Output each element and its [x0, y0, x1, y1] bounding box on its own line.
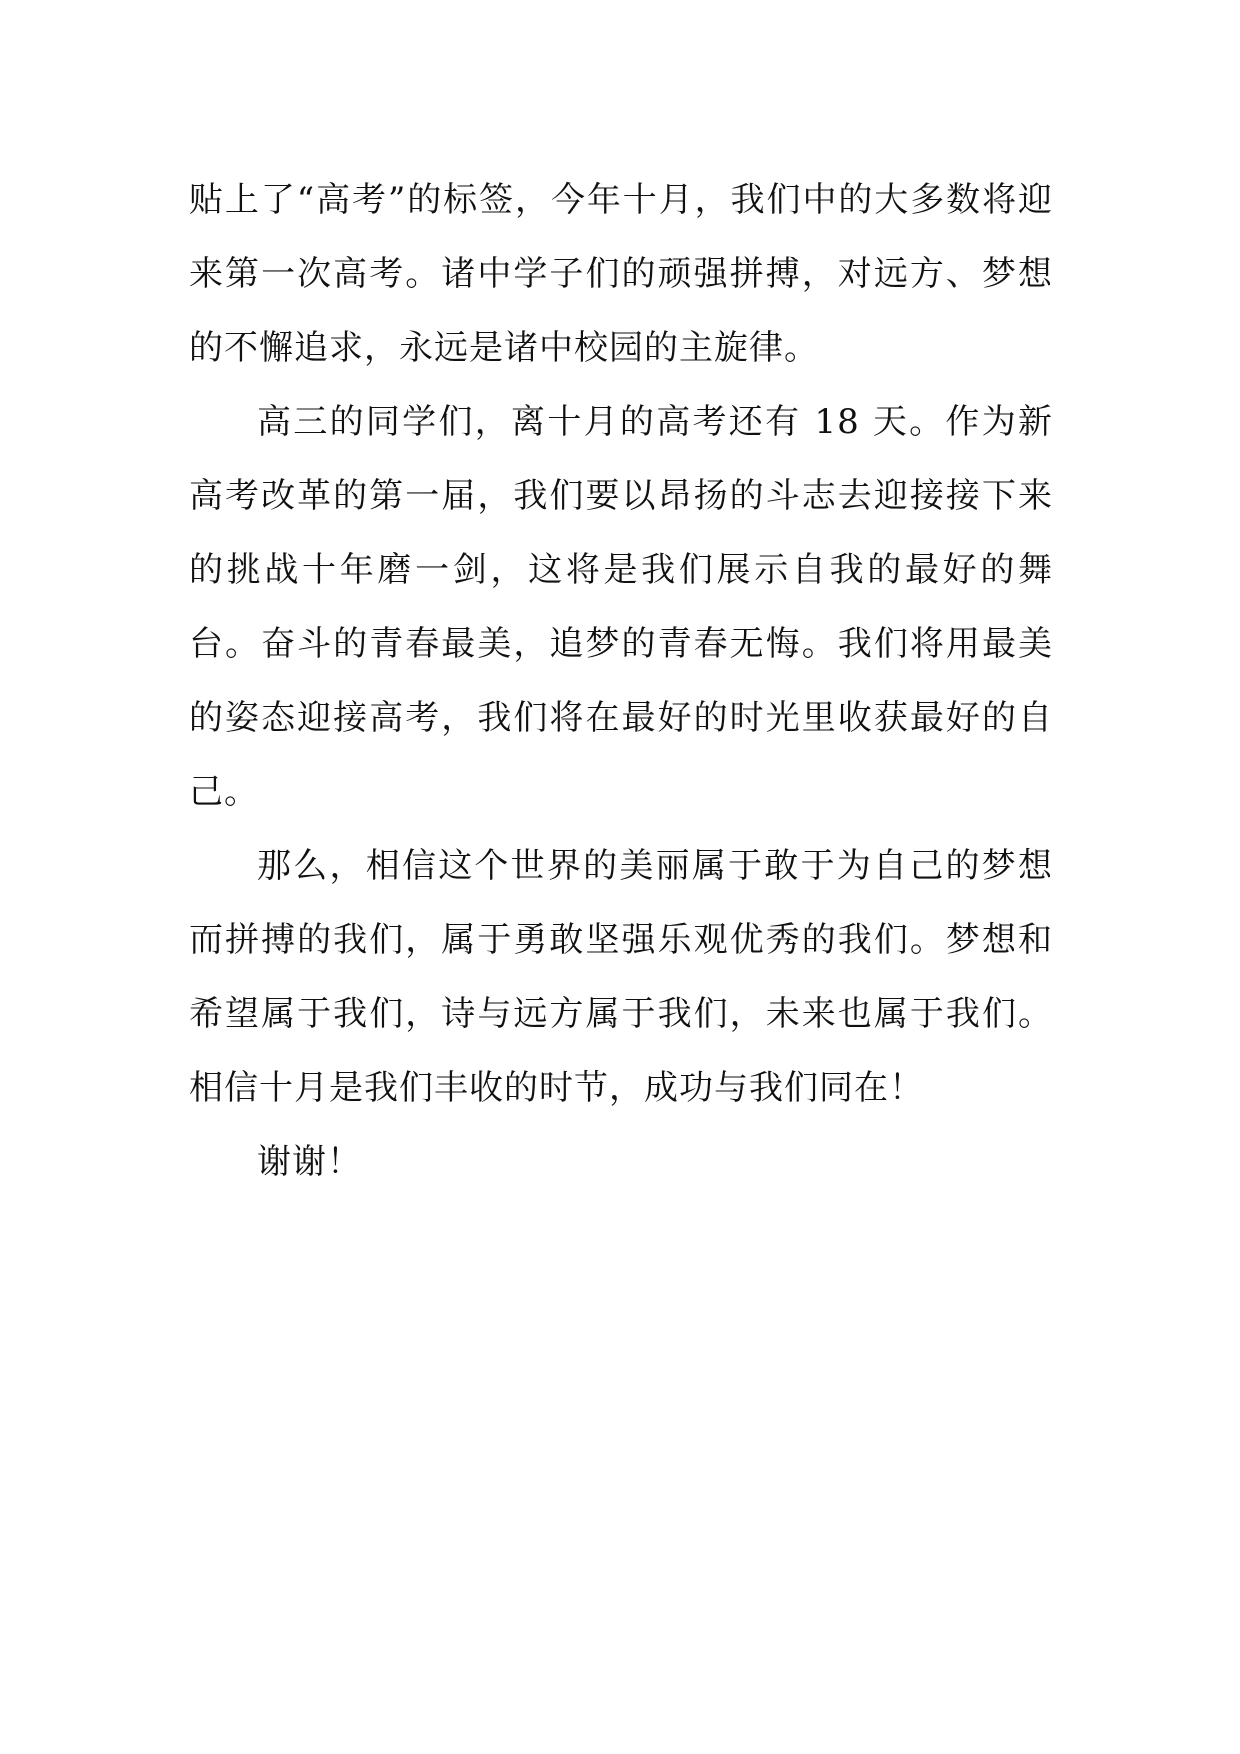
paragraph-2: 高三的同学们，离十月的高考还有 18 天。作为新高考改革的第一届，我们要以昂扬的斗志去迎接接下来的挑战十年磨一剑，这将是我们展示自我的最好的舞台。奋斗的青春最美，追梦的青春无悔。我们将用最美的姿态迎接高考，我们将在最好的时光里收获最好的自己。 [189, 402, 1053, 812]
paragraph-1: 贴上了“高考”的标签，今年十月，我们中的大多数将迎来第一次高考。诸中学子们的顽强拼搏，对远方、梦想的不懈追求，永远是诸中校园的主旋律。 [189, 180, 1053, 368]
speech-body [189, 163, 1053, 1199]
paragraph-4-thanks: 谢谢！ [257, 1142, 362, 1182]
paragraph-3: 那么，相信这个世界的美丽属于敢于为自己的梦想而拼搏的我们，属于勇敢坚强乐观优秀的我们。梦想和希望属于我们，诗与远方属于我们，未来也属于我们。相信十月是我们丰收的时节，成功与我们同在！ [189, 846, 1053, 1108]
